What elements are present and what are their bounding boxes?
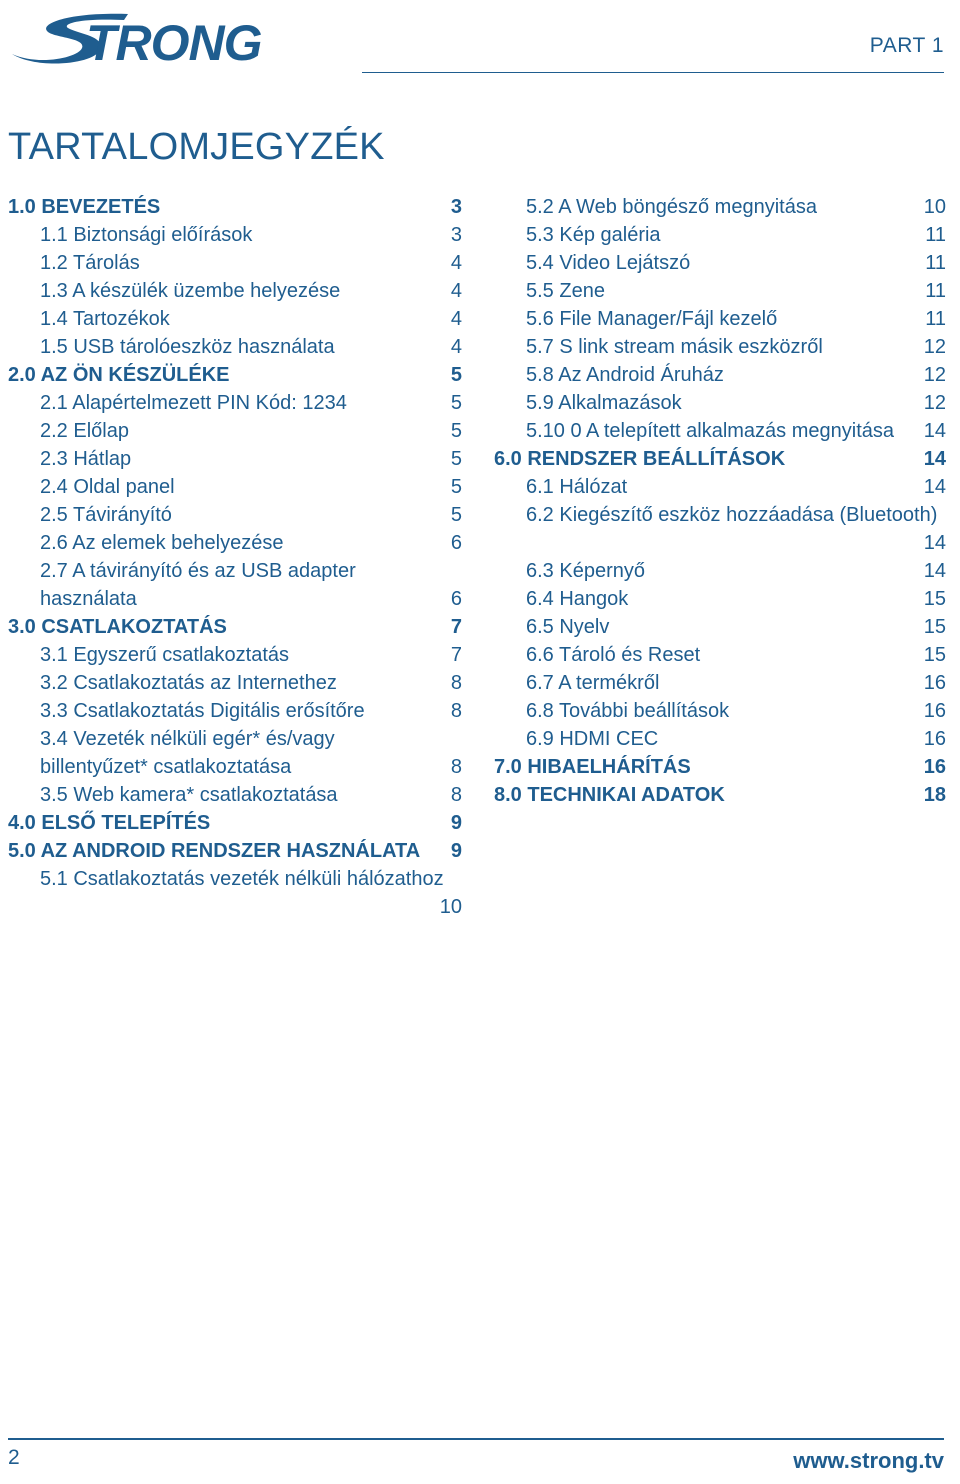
toc-page-number: 15 (923, 588, 946, 610)
toc-page-number: 7 (450, 644, 462, 666)
toc-page-number: 4 (450, 280, 462, 302)
toc-section (8, 613, 462, 641)
toc-entry (8, 557, 462, 585)
toc-entry-label: 2.3 Hátlap (40, 448, 132, 470)
toc-page-number: 8 (450, 756, 462, 778)
toc-entry (8, 529, 462, 557)
toc-page-number: 14 (923, 448, 946, 470)
toc-entry (8, 249, 462, 277)
toc-entry-label: 5.9 Alkalmazások (526, 392, 682, 414)
toc-entry (494, 193, 946, 221)
toc-entry-label: 6.3 Képernyő (526, 560, 645, 582)
toc-page-number: 12 (923, 392, 946, 414)
toc-section (494, 753, 946, 781)
toc-entry (8, 725, 462, 753)
toc-entry-label: 3.3 Csatlakoztatás Digitális erősítőre (40, 700, 365, 722)
svg-text:TRONG: TRONG (86, 15, 262, 68)
toc-right-column (494, 193, 946, 809)
toc-page-number: 12 (923, 364, 946, 386)
toc-page-number: 10 (439, 896, 462, 918)
toc-entry-label: 4.0 ELSŐ TELEPÍTÉS (8, 812, 211, 834)
toc-left-column (8, 193, 462, 921)
toc-page-number: 4 (450, 336, 462, 358)
toc-entry-label: 5.2 A Web böngésző megnyitása (526, 196, 817, 218)
toc-entry-label: 3.0 CSATLAKOZTATÁS (8, 616, 227, 638)
toc-entry-label: 1.2 Tárolás (40, 252, 140, 274)
toc-entry-label: használata (40, 588, 137, 610)
toc-entry-label: 2.5 Távirányító (40, 504, 172, 526)
toc-page-number: 9 (450, 840, 462, 862)
toc-entry-label: 2.2 Előlap (40, 420, 129, 442)
toc-page-number: 5 (450, 504, 462, 526)
toc-entry (494, 697, 946, 725)
toc-page-number: 8 (450, 672, 462, 694)
toc-entry (494, 613, 946, 641)
toc-page-number: 6 (450, 532, 462, 554)
toc-entry-label: 3.1 Egyszerű csatlakoztatás (40, 644, 290, 666)
toc-entry-label: 5.6 File Manager/Fájl kezelő (526, 308, 778, 330)
toc-entry-label: 5.4 Video Lejátszó (526, 252, 691, 274)
toc-entry-label: 1.3 A készülék üzembe helyezése (40, 280, 341, 302)
toc-entry (494, 305, 946, 333)
toc-page-number: 5 (450, 420, 462, 442)
toc-entry-label: 5.5 Zene (526, 280, 605, 302)
toc-entry-label: 6.6 Tároló és Reset (526, 644, 701, 666)
toc-entry (8, 669, 462, 697)
toc-page-number: 14 (923, 476, 946, 498)
toc-entry-label: 5.1 Csatlakoztatás vezeték nélküli hálózathoz (40, 868, 444, 890)
toc-entry (8, 753, 462, 781)
toc-entry (494, 641, 946, 669)
toc-section (8, 193, 462, 221)
page-number: 2 (8, 1446, 20, 1469)
toc-page-number: 14 (923, 560, 946, 582)
toc-page-number: 16 (923, 672, 946, 694)
toc-section (494, 445, 946, 473)
toc-entry (494, 501, 946, 529)
toc-entry-label: 2.4 Oldal panel (40, 476, 175, 498)
page-title: TARTALOMJEGYZÉK (8, 126, 385, 168)
toc-entry (8, 417, 462, 445)
toc-page-number: 14 (923, 532, 946, 554)
toc-entry-label: 2.6 Az elemek behelyezése (40, 532, 284, 554)
toc-entry-label: 6.8 További beállítások (526, 700, 730, 722)
toc-page-number: 5 (450, 392, 462, 414)
toc-page-number: 6 (450, 588, 462, 610)
toc-section (8, 361, 462, 389)
toc-entry-label: 3.5 Web kamera* csatlakoztatása (40, 784, 338, 806)
toc-entry (8, 893, 462, 921)
toc-entry-label: 3.4 Vezeték nélküli egér* és/vagy (40, 728, 335, 750)
toc-entry (494, 221, 946, 249)
toc-entry (8, 277, 462, 305)
toc-page-number: 3 (450, 224, 462, 246)
toc-entry-label: 1.0 BEVEZETÉS (8, 196, 161, 218)
toc-entry-label: 5.10 0 A telepített alkalmazás megnyitása (526, 420, 894, 442)
toc-entry-label: 5.3 Kép galéria (526, 224, 661, 246)
toc-entry-label: 1.5 USB tárolóeszköz használata (40, 336, 335, 358)
toc-section (494, 781, 946, 809)
toc-page-number: 8 (450, 784, 462, 806)
toc-page-number: 16 (923, 756, 946, 778)
toc-entry-label: 6.0 RENDSZER BEÁLLÍTÁSOK (494, 448, 786, 470)
toc-entry (494, 361, 946, 389)
toc-entry-label: 2.0 AZ ÖN KÉSZÜLÉKE (8, 364, 230, 386)
toc-page-number: 11 (925, 224, 946, 246)
footer-divider (8, 1438, 944, 1440)
toc-entry-label: 6.4 Hangok (526, 588, 629, 610)
toc-entry (494, 417, 946, 445)
strong-logo (8, 8, 308, 68)
toc-entry-label: 8.0 TECHNIKAI ADATOK (494, 784, 725, 806)
toc-entry-label: 3.2 Csatlakoztatás az Internethez (40, 672, 337, 694)
toc-entry (8, 445, 462, 473)
toc-entry (8, 389, 462, 417)
toc-page-number: 4 (450, 308, 462, 330)
toc-entry (494, 389, 946, 417)
toc-entry-label: 6.2 Kiegészítő eszköz hozzáadása (Bluetooth) (526, 504, 938, 526)
toc-entry (8, 501, 462, 529)
toc-entry-label: 7.0 HIBAELHÁRÍTÁS (494, 756, 691, 778)
toc-entry-label: billentyűzet* csatlakoztatása (40, 756, 292, 778)
toc-page-number: 3 (450, 196, 462, 218)
toc-page-number: 16 (923, 700, 946, 722)
toc-page-number: 5 (450, 448, 462, 470)
toc-page-number: 18 (923, 784, 946, 806)
toc-page-number: 7 (450, 616, 462, 638)
toc-entry-label: 5.7 S link stream másik eszközről (526, 336, 823, 358)
toc-page-number: 9 (450, 812, 462, 834)
part-label: PART 1 (869, 34, 944, 57)
toc-entry-label: 6.1 Hálózat (526, 476, 628, 498)
toc-entry (8, 865, 462, 893)
website-url: www.strong.tv (793, 1448, 944, 1473)
toc-entry-label: 2.1 Alapértelmezett PIN Kód: 1234 (40, 392, 347, 414)
toc-entry (494, 669, 946, 697)
toc-entry-label: 1.1 Biztonsági előírások (40, 224, 253, 246)
toc-entry (494, 529, 946, 557)
toc-entry (494, 333, 946, 361)
toc-entry (494, 557, 946, 585)
toc-entry-label: 6.5 Nyelv (526, 616, 610, 638)
toc-page-number: 5 (450, 364, 462, 386)
toc-entry (8, 221, 462, 249)
toc-entry (8, 781, 462, 809)
toc-section (8, 809, 462, 837)
header-divider (362, 72, 944, 73)
toc-entry-label: 1.4 Tartozékok (40, 308, 170, 330)
toc-entry (8, 473, 462, 501)
toc-page-number: 12 (923, 336, 946, 358)
toc-entry (494, 249, 946, 277)
toc-entry (494, 725, 946, 753)
toc-entry (494, 473, 946, 501)
toc-page-number: 5 (450, 476, 462, 498)
toc-section (8, 837, 462, 865)
toc-page-number: 4 (450, 252, 462, 274)
toc-page-number: 11 (925, 252, 946, 274)
toc-page-number: 14 (923, 420, 946, 442)
toc-entry (8, 305, 462, 333)
toc-entry-label: 5.0 AZ ANDROID RENDSZER HASZNÁLATA (8, 840, 421, 862)
toc-entry (8, 333, 462, 361)
toc-entry-label: 6.9 HDMI CEC (526, 728, 659, 750)
toc-page-number: 15 (923, 644, 946, 666)
toc-entry (8, 641, 462, 669)
toc-entry-label: 2.7 A távirányító és az USB adapter (40, 560, 356, 582)
toc-page-number: 15 (923, 616, 946, 638)
toc-page-number: 8 (450, 700, 462, 722)
toc-entry-label: 6.7 A termékről (526, 672, 660, 694)
toc-page-number: 16 (923, 728, 946, 750)
toc-page-number: 11 (925, 280, 946, 302)
toc-page-number: 10 (923, 196, 946, 218)
toc-entry (494, 277, 946, 305)
toc-entry-label: 5.8 Az Android Áruház (526, 364, 724, 386)
toc-entry (8, 585, 462, 613)
toc-entry (494, 585, 946, 613)
toc-entry (8, 697, 462, 725)
toc-page-number: 11 (925, 308, 946, 330)
